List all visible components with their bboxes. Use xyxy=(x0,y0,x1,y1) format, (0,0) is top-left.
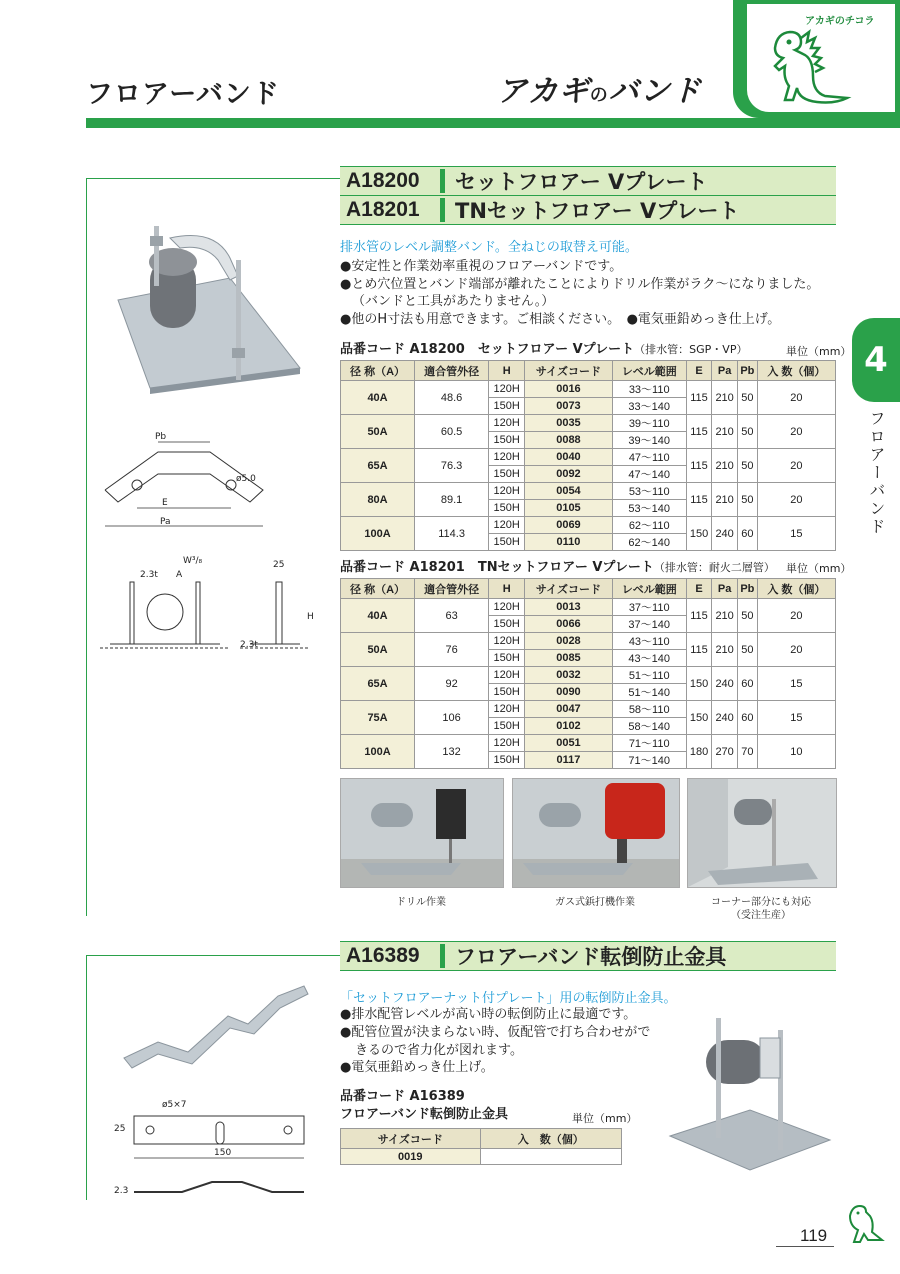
photo-corner xyxy=(687,778,837,888)
bullet-2: ●とめ穴位置とバンド端部が離れたことによりドリル作業がラク〜になりました。 xyxy=(340,277,820,292)
e-cell: 115 xyxy=(686,483,712,517)
mascot-box xyxy=(733,0,900,118)
product-name: TNセットフロアー Vプレート xyxy=(455,199,740,223)
qty-cell: 20 xyxy=(757,483,835,517)
assembly-image xyxy=(660,1010,840,1180)
code: A16389 xyxy=(409,1089,465,1104)
column-header: レベル範囲 xyxy=(612,361,686,381)
h-cell: 150H xyxy=(489,718,525,735)
size-code-cell: 0016 xyxy=(525,381,612,398)
size-code-cell: 0092 xyxy=(525,466,612,483)
bullet-1: ●安定性と作業効率重視のフロアーバンドです。 xyxy=(340,259,623,274)
diameter-cell: 65A xyxy=(341,667,415,701)
brand-logo xyxy=(497,66,702,110)
pb-cell: 60 xyxy=(737,701,757,735)
size-code-cell: 0019 xyxy=(341,1149,481,1165)
e-cell: 180 xyxy=(686,735,712,769)
pa-cell: 210 xyxy=(712,381,738,415)
size-code-cell: 0110 xyxy=(525,534,612,551)
bullet-b2: ●配管位置が決まらない時、仮配管で打ち合わせがで xyxy=(340,1025,651,1040)
bullet-b1: ●排水配管レベルが高い時の転倒防止に最適です。 xyxy=(340,1007,637,1022)
size-code-cell: 0102 xyxy=(525,718,612,735)
level-cell: 33〜110 xyxy=(612,381,686,398)
level-cell: 71〜110 xyxy=(612,735,686,752)
table3-label xyxy=(340,1085,465,1104)
column-header: Pb xyxy=(737,579,757,599)
photo-drill xyxy=(340,778,504,888)
level-cell: 47〜140 xyxy=(612,466,686,483)
dim-t23: 2.3t xyxy=(140,570,158,580)
pa-cell: 210 xyxy=(712,483,738,517)
od-cell: 60.5 xyxy=(415,415,489,449)
code-label: 品番コード xyxy=(340,342,406,357)
qty-cell xyxy=(480,1149,621,1165)
table-row xyxy=(341,667,836,684)
note: （排水管：SGP・VP） xyxy=(634,343,748,356)
h-cell: 150H xyxy=(489,432,525,449)
h-cell: 120H xyxy=(489,415,525,432)
size-code-cell: 0117 xyxy=(525,752,612,769)
pb-cell: 50 xyxy=(737,483,757,517)
table1-unit: 単位（mm） xyxy=(786,345,852,358)
mascot-small-icon xyxy=(842,1200,890,1248)
h-cell: 120H xyxy=(489,517,525,534)
bullet-3: （バンドと工具があたりません。） xyxy=(352,294,555,309)
product-name: セットフロアー Vプレート xyxy=(455,170,708,194)
qty-cell: 15 xyxy=(757,517,835,551)
diameter-cell: 65A xyxy=(341,449,415,483)
frame-line xyxy=(86,955,87,1200)
pa-cell: 240 xyxy=(712,701,738,735)
level-cell: 51〜110 xyxy=(612,667,686,684)
pb-cell: 50 xyxy=(737,415,757,449)
table1-title xyxy=(340,338,747,357)
frame-line xyxy=(86,178,87,916)
pb-cell: 50 xyxy=(737,381,757,415)
level-cell: 62〜110 xyxy=(612,517,686,534)
od-cell: 76.3 xyxy=(415,449,489,483)
page-number: 119 xyxy=(800,1226,828,1245)
pb-cell: 60 xyxy=(737,667,757,701)
level-cell: 43〜140 xyxy=(612,650,686,667)
pa-cell: 270 xyxy=(712,735,738,769)
level-cell: 37〜140 xyxy=(612,616,686,633)
qty-cell: 10 xyxy=(757,735,835,769)
size-code-cell: 0028 xyxy=(525,633,612,650)
page-rule xyxy=(776,1246,834,1247)
h-cell: 120H xyxy=(489,633,525,650)
table-row xyxy=(341,1149,622,1165)
table-row xyxy=(341,633,836,650)
h-cell: 120H xyxy=(489,735,525,752)
size-code-cell: 0069 xyxy=(525,517,612,534)
pb-cell: 50 xyxy=(737,633,757,667)
product-code: A16389 xyxy=(340,944,445,968)
product-b-header xyxy=(340,941,836,971)
size-code-cell: 0047 xyxy=(525,701,612,718)
table2-title xyxy=(340,556,775,575)
level-cell: 58〜140 xyxy=(612,718,686,735)
level-cell: 37〜110 xyxy=(612,599,686,616)
size-code-cell: 0090 xyxy=(525,684,612,701)
h-cell: 150H xyxy=(489,500,525,517)
table-row xyxy=(341,735,836,752)
h-cell: 120H xyxy=(489,449,525,466)
column-header: 入 数（個） xyxy=(480,1129,621,1149)
diameter-cell: 50A xyxy=(341,633,415,667)
column-header: Pa xyxy=(712,579,738,599)
product-lead: 排水管のレベル調整バンド。全ねじの取替え可能。 xyxy=(340,240,638,255)
level-cell: 39〜140 xyxy=(612,432,686,449)
header-rule xyxy=(86,118,900,128)
column-header: 径 称（A） xyxy=(341,361,415,381)
bracket-drawing xyxy=(112,1110,312,1202)
header-row xyxy=(341,361,836,381)
header-row xyxy=(341,579,836,599)
caption-corner-note: （受注生産） xyxy=(731,910,791,921)
bullet-4: ●他のH寸法も用意できます。ご相談ください。 ●電気亜鉛めっき仕上げ。 xyxy=(340,312,781,327)
size-code-cell: 0088 xyxy=(525,432,612,449)
dim-pa: Pa xyxy=(160,517,171,527)
e-cell: 115 xyxy=(686,599,712,633)
name: セットフロアー Vプレート xyxy=(477,342,635,357)
dim-a: A xyxy=(176,570,183,580)
dim-25b: 25 xyxy=(114,1124,126,1134)
size-code-cell: 0105 xyxy=(525,500,612,517)
spec-table-3 xyxy=(340,1128,622,1165)
qty-cell: 20 xyxy=(757,449,835,483)
dim-t23b: 2.3t xyxy=(240,640,258,650)
pa-cell: 210 xyxy=(712,415,738,449)
column-header: 入 数（個） xyxy=(757,579,835,599)
dim-25: 25 xyxy=(273,560,285,570)
column-header: H xyxy=(489,579,525,599)
level-cell: 71〜140 xyxy=(612,752,686,769)
pb-cell: 50 xyxy=(737,449,757,483)
code: A18200 xyxy=(409,342,465,357)
spec-table-2 xyxy=(340,578,836,769)
dim-23: 2.3 xyxy=(114,1186,129,1196)
size-code-cell: 0051 xyxy=(525,735,612,752)
column-header: Pb xyxy=(737,361,757,381)
h-cell: 120H xyxy=(489,381,525,398)
size-code-cell: 0066 xyxy=(525,616,612,633)
size-code-cell: 0040 xyxy=(525,449,612,466)
level-cell: 33〜140 xyxy=(612,398,686,415)
pb-cell: 70 xyxy=(737,735,757,769)
dinosaur-mascot-icon xyxy=(755,18,855,108)
od-cell: 48.6 xyxy=(415,381,489,415)
od-cell: 106 xyxy=(415,701,489,735)
table-row xyxy=(341,517,836,534)
product-code: A18200 xyxy=(340,169,445,193)
dim-phi5x7: ø5×7 xyxy=(162,1100,187,1110)
bullet-b4: ●電気亜鉛めっき仕上げ。 xyxy=(340,1060,494,1075)
size-code-cell: 0032 xyxy=(525,667,612,684)
dim-h: H xyxy=(307,612,314,622)
product-a-header xyxy=(340,166,836,225)
code: A18201 xyxy=(409,560,465,575)
code-label: 品番コード xyxy=(340,560,406,575)
table3-unit: 単位（mm） xyxy=(572,1112,638,1125)
column-header: レベル範囲 xyxy=(612,579,686,599)
h-cell: 150H xyxy=(489,466,525,483)
size-code-cell: 0054 xyxy=(525,483,612,500)
pa-cell: 240 xyxy=(712,517,738,551)
diameter-cell: 100A xyxy=(341,735,415,769)
qty-cell: 20 xyxy=(757,633,835,667)
qty-cell: 15 xyxy=(757,701,835,735)
table-row xyxy=(341,381,836,398)
h-cell: 150H xyxy=(489,616,525,633)
table-row xyxy=(341,483,836,500)
spec-table-1 xyxy=(340,360,836,551)
chapter-label: フロアーバンド xyxy=(867,410,886,536)
diameter-cell: 100A xyxy=(341,517,415,551)
size-code-cell: 0085 xyxy=(525,650,612,667)
product-code: A18201 xyxy=(340,198,445,222)
frame-line xyxy=(86,178,340,179)
h-cell: 120H xyxy=(489,667,525,684)
chapter-tab: 4 xyxy=(852,318,900,402)
qty-cell: 20 xyxy=(757,599,835,633)
h-cell: 150H xyxy=(489,534,525,551)
elevation-drawing xyxy=(100,560,320,660)
e-cell: 150 xyxy=(686,701,712,735)
table-row xyxy=(341,701,836,718)
e-cell: 150 xyxy=(686,517,712,551)
level-cell: 62〜140 xyxy=(612,534,686,551)
h-cell: 120H xyxy=(489,483,525,500)
qty-cell: 15 xyxy=(757,667,835,701)
h-cell: 150H xyxy=(489,684,525,701)
h-cell: 150H xyxy=(489,398,525,415)
column-header: E xyxy=(686,579,712,599)
column-header: H xyxy=(489,361,525,381)
product-name: フロアーバンド転倒防止金具 xyxy=(455,945,727,969)
e-cell: 115 xyxy=(686,381,712,415)
size-code-cell: 0035 xyxy=(525,415,612,432)
pb-cell: 60 xyxy=(737,517,757,551)
level-cell: 53〜140 xyxy=(612,500,686,517)
od-cell: 76 xyxy=(415,633,489,667)
diameter-cell: 40A xyxy=(341,599,415,633)
code-label: 品番コード xyxy=(340,1089,406,1104)
od-cell: 63 xyxy=(415,599,489,633)
size-code-cell: 0073 xyxy=(525,398,612,415)
od-cell: 89.1 xyxy=(415,483,489,517)
bullet-b3: きるので省力化が図れます。 xyxy=(355,1043,523,1058)
h-cell: 150H xyxy=(489,650,525,667)
diameter-cell: 75A xyxy=(341,701,415,735)
dim-150: 150 xyxy=(214,1148,232,1158)
size-code-cell: 0013 xyxy=(525,599,612,616)
dim-pb: Pb xyxy=(155,432,167,442)
pa-cell: 240 xyxy=(712,667,738,701)
pa-cell: 210 xyxy=(712,449,738,483)
pb-cell: 50 xyxy=(737,599,757,633)
name: TNセットフロアー Vプレート xyxy=(477,560,654,575)
caption-drill: ドリル作業 xyxy=(396,897,446,908)
column-header: サイズコード xyxy=(525,579,612,599)
note: （排水管：耐火二層管） xyxy=(653,561,775,574)
caption-corner: コーナー部分にも対応 xyxy=(711,897,811,908)
diameter-cell: 40A xyxy=(341,381,415,415)
level-cell: 51〜140 xyxy=(612,684,686,701)
pa-cell: 210 xyxy=(712,599,738,633)
brand-no: の xyxy=(589,85,609,106)
product-a-image xyxy=(110,218,310,398)
diameter-cell: 50A xyxy=(341,415,415,449)
qty-cell: 20 xyxy=(757,415,835,449)
page-title: フロアーバンド xyxy=(86,79,280,110)
table-row xyxy=(341,415,836,432)
header-row xyxy=(341,1129,622,1149)
od-cell: 132 xyxy=(415,735,489,769)
dim-e: E xyxy=(162,498,168,508)
brand-band: バンド xyxy=(608,74,702,109)
e-cell: 115 xyxy=(686,633,712,667)
brand-name: アカギ xyxy=(497,74,590,109)
mascot-label: アカギのチコラ xyxy=(805,16,875,27)
h-cell: 150H xyxy=(489,752,525,769)
e-cell: 150 xyxy=(686,667,712,701)
dim-phi5: ø5.0 xyxy=(236,474,256,484)
level-cell: 58〜110 xyxy=(612,701,686,718)
column-header: Pa xyxy=(712,361,738,381)
plate-drawing xyxy=(100,430,270,540)
od-cell: 92 xyxy=(415,667,489,701)
diameter-cell: 80A xyxy=(341,483,415,517)
od-cell: 114.3 xyxy=(415,517,489,551)
column-header: 入 数（個） xyxy=(757,361,835,381)
table-row xyxy=(341,449,836,466)
column-header: E xyxy=(686,361,712,381)
level-cell: 39〜110 xyxy=(612,415,686,432)
column-header: 径 称（A） xyxy=(341,579,415,599)
level-cell: 47〜110 xyxy=(612,449,686,466)
frame-line xyxy=(86,955,340,956)
h-cell: 120H xyxy=(489,701,525,718)
table3-name: フロアーバンド転倒防止金具 xyxy=(340,1107,508,1122)
level-cell: 53〜110 xyxy=(612,483,686,500)
product-b-lead: 「セットフロアーナット付プレート」用の転倒防止金具。 xyxy=(340,991,677,1006)
column-header: サイズコード xyxy=(341,1129,481,1149)
pa-cell: 210 xyxy=(712,633,738,667)
dim-w38: W³/₈ xyxy=(183,556,203,566)
table-row xyxy=(341,599,836,616)
e-cell: 115 xyxy=(686,449,712,483)
table2-unit: 単位（mm） xyxy=(786,562,852,575)
photo-nailer xyxy=(512,778,680,888)
caption-nailer: ガス式鋲打機作業 xyxy=(555,897,635,908)
column-header: サイズコード xyxy=(525,361,612,381)
level-cell: 43〜110 xyxy=(612,633,686,650)
qty-cell: 20 xyxy=(757,381,835,415)
h-cell: 120H xyxy=(489,599,525,616)
e-cell: 115 xyxy=(686,415,712,449)
column-header: 適合管外径 xyxy=(415,361,489,381)
bracket-image xyxy=(118,968,318,1078)
column-header: 適合管外径 xyxy=(415,579,489,599)
